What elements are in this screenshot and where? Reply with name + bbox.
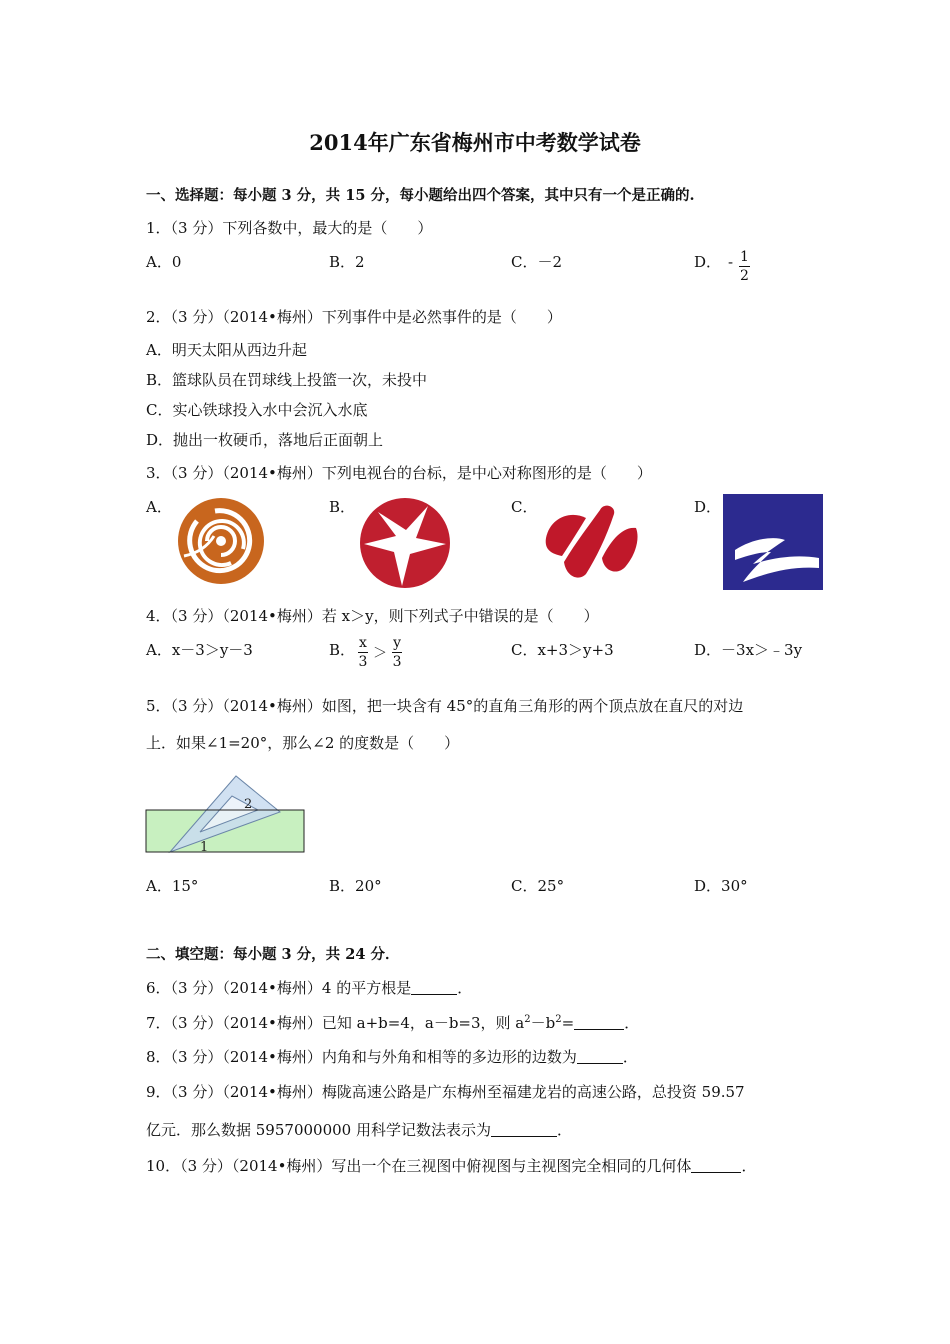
wave-square-logo-image <box>723 494 823 590</box>
question-2-stem: 2．（3 分）（2014•梅州）下列事件中是必然事件的是（ ） <box>146 308 562 326</box>
q9-answer-blank[interactable] <box>491 1122 557 1137</box>
star-circle-logo-image <box>358 496 452 590</box>
q7-exponent-2: 2 <box>555 1014 562 1025</box>
q4-b-greater-sign: ＞ <box>373 645 387 662</box>
q3-option-a: A． <box>146 498 172 516</box>
question-10 <box>146 1155 756 1176</box>
q6-answer-blank[interactable] <box>411 980 457 995</box>
q1-d-numerator: 1 <box>740 249 749 265</box>
angle-label-1: 1 <box>200 840 209 855</box>
q7-mid: －b <box>530 1014 556 1032</box>
q2-option-c: C．实心铁球投入水中会沉入水底 <box>146 401 368 419</box>
q8-answer-blank[interactable] <box>577 1049 623 1064</box>
q5-option-c: C．25° <box>511 877 565 895</box>
question-1-stem: 1．（3 分）下列各数中，最大的是（ ） <box>146 219 433 237</box>
q1-option-d-label: D． <box>694 253 722 271</box>
q6-end: ． <box>457 979 473 997</box>
q6-text: 6．（3 分）（2014•梅州）4 的平方根是 <box>146 979 412 997</box>
page-title: 2014年广东省梅州市中考数学试卷 <box>309 130 641 155</box>
q10-text: 10．（3 分）（2014•梅州）写出一个在三视图中俯视图与主视图完全相同的几何体 <box>146 1157 692 1175</box>
question-9-line2 <box>146 1119 572 1140</box>
q4-b-denominator-2: 3 <box>392 654 402 670</box>
q9-end: ． <box>556 1121 572 1139</box>
q4-b-numerator-2: y <box>393 635 402 651</box>
q7-exponent-1: 2 <box>524 1014 531 1025</box>
q4-option-a: A．x－3＞y－3 <box>146 641 253 659</box>
q5-option-a: A．15° <box>146 877 199 895</box>
q10-answer-blank[interactable] <box>691 1158 741 1173</box>
q3-option-c: C． <box>511 498 538 516</box>
q2-option-b: B．篮球队员在罚球线上投篮一次，未投中 <box>146 371 428 389</box>
q5-option-b: B．20° <box>329 877 382 895</box>
q2-option-a: A．明天太阳从西边升起 <box>146 341 307 359</box>
section-heading-fill-blank: 二、填空题：每小题 3 分，共 24 分． <box>146 946 400 963</box>
q4-option-b-label: B． <box>329 641 356 659</box>
q1-d-denominator: 2 <box>740 268 749 284</box>
phoenix-logo-image <box>176 496 266 586</box>
q9-text: 亿元．那么数据 5957000000 用科学记数法表示为 <box>146 1121 491 1139</box>
angle-label-2: 2 <box>244 797 253 812</box>
question-5-stem-line2: 上．如果∠1=20°，那么∠2 的度数是（ ） <box>146 734 460 752</box>
q4-b-denominator-1: 3 <box>358 654 368 670</box>
question-4-stem: 4．（3 分）（2014•梅州）若 x＞y，则下列式子中错误的是（ ） <box>146 607 599 625</box>
q1-option-a: A．0 <box>146 253 182 271</box>
q3-option-d: D． <box>694 498 722 516</box>
q4-b-numerator-1: x <box>359 635 367 651</box>
question-6 <box>146 977 472 998</box>
q5-option-d: D．30° <box>694 877 748 895</box>
q8-end: ． <box>622 1048 638 1066</box>
q10-end: ． <box>741 1157 757 1175</box>
question-9-line1: 9．（3 分）（2014•梅州）梅陇高速公路是广东梅州至福建龙岩的高速公路，总投资 59.57 <box>146 1083 745 1101</box>
q1-option-b: B．2 <box>329 253 365 271</box>
q7-equals: = <box>561 1014 575 1032</box>
q4-option-c: C．x+3＞y+3 <box>511 641 614 659</box>
q7-answer-blank[interactable] <box>574 1015 624 1030</box>
q7-text: 7．（3 分）（2014•梅州）已知 a+b=4，a－b=3，则 a <box>146 1014 525 1032</box>
q1-option-d-sign: - <box>728 253 734 271</box>
swoosh-logo-image <box>540 498 642 582</box>
q1-option-d-fraction <box>739 250 750 283</box>
q3-option-b: B． <box>329 498 356 516</box>
q1-option-c: C．－2 <box>511 253 563 271</box>
question-5-stem-line1: 5．（3 分）（2014•梅州）如图，把一块含有 45°的直角三角形的两个顶点放在直尺的对边 <box>146 697 744 715</box>
question-7 <box>146 1012 639 1033</box>
q2-option-d: D．抛出一枚硬币，落地后正面朝上 <box>146 431 384 449</box>
q7-end: ． <box>624 1014 640 1032</box>
section-heading-choice: 一、选择题：每小题 3 分，共 15 分，每小题给出四个答案，其中只有一个是正确的. <box>146 187 695 204</box>
q4-option-d: D．－3x＞﹣3y <box>694 641 803 659</box>
ruler-triangle-figure <box>140 770 315 860</box>
question-3-stem: 3．（3 分）（2014•梅州）下列电视台的台标，是中心对称图形的是（ ） <box>146 464 652 482</box>
q4-option-b-expression <box>358 636 402 669</box>
q8-text: 8．（3 分）（2014•梅州）内角和与外角和相等的多边形的边数为 <box>146 1048 577 1066</box>
question-8 <box>146 1046 638 1067</box>
